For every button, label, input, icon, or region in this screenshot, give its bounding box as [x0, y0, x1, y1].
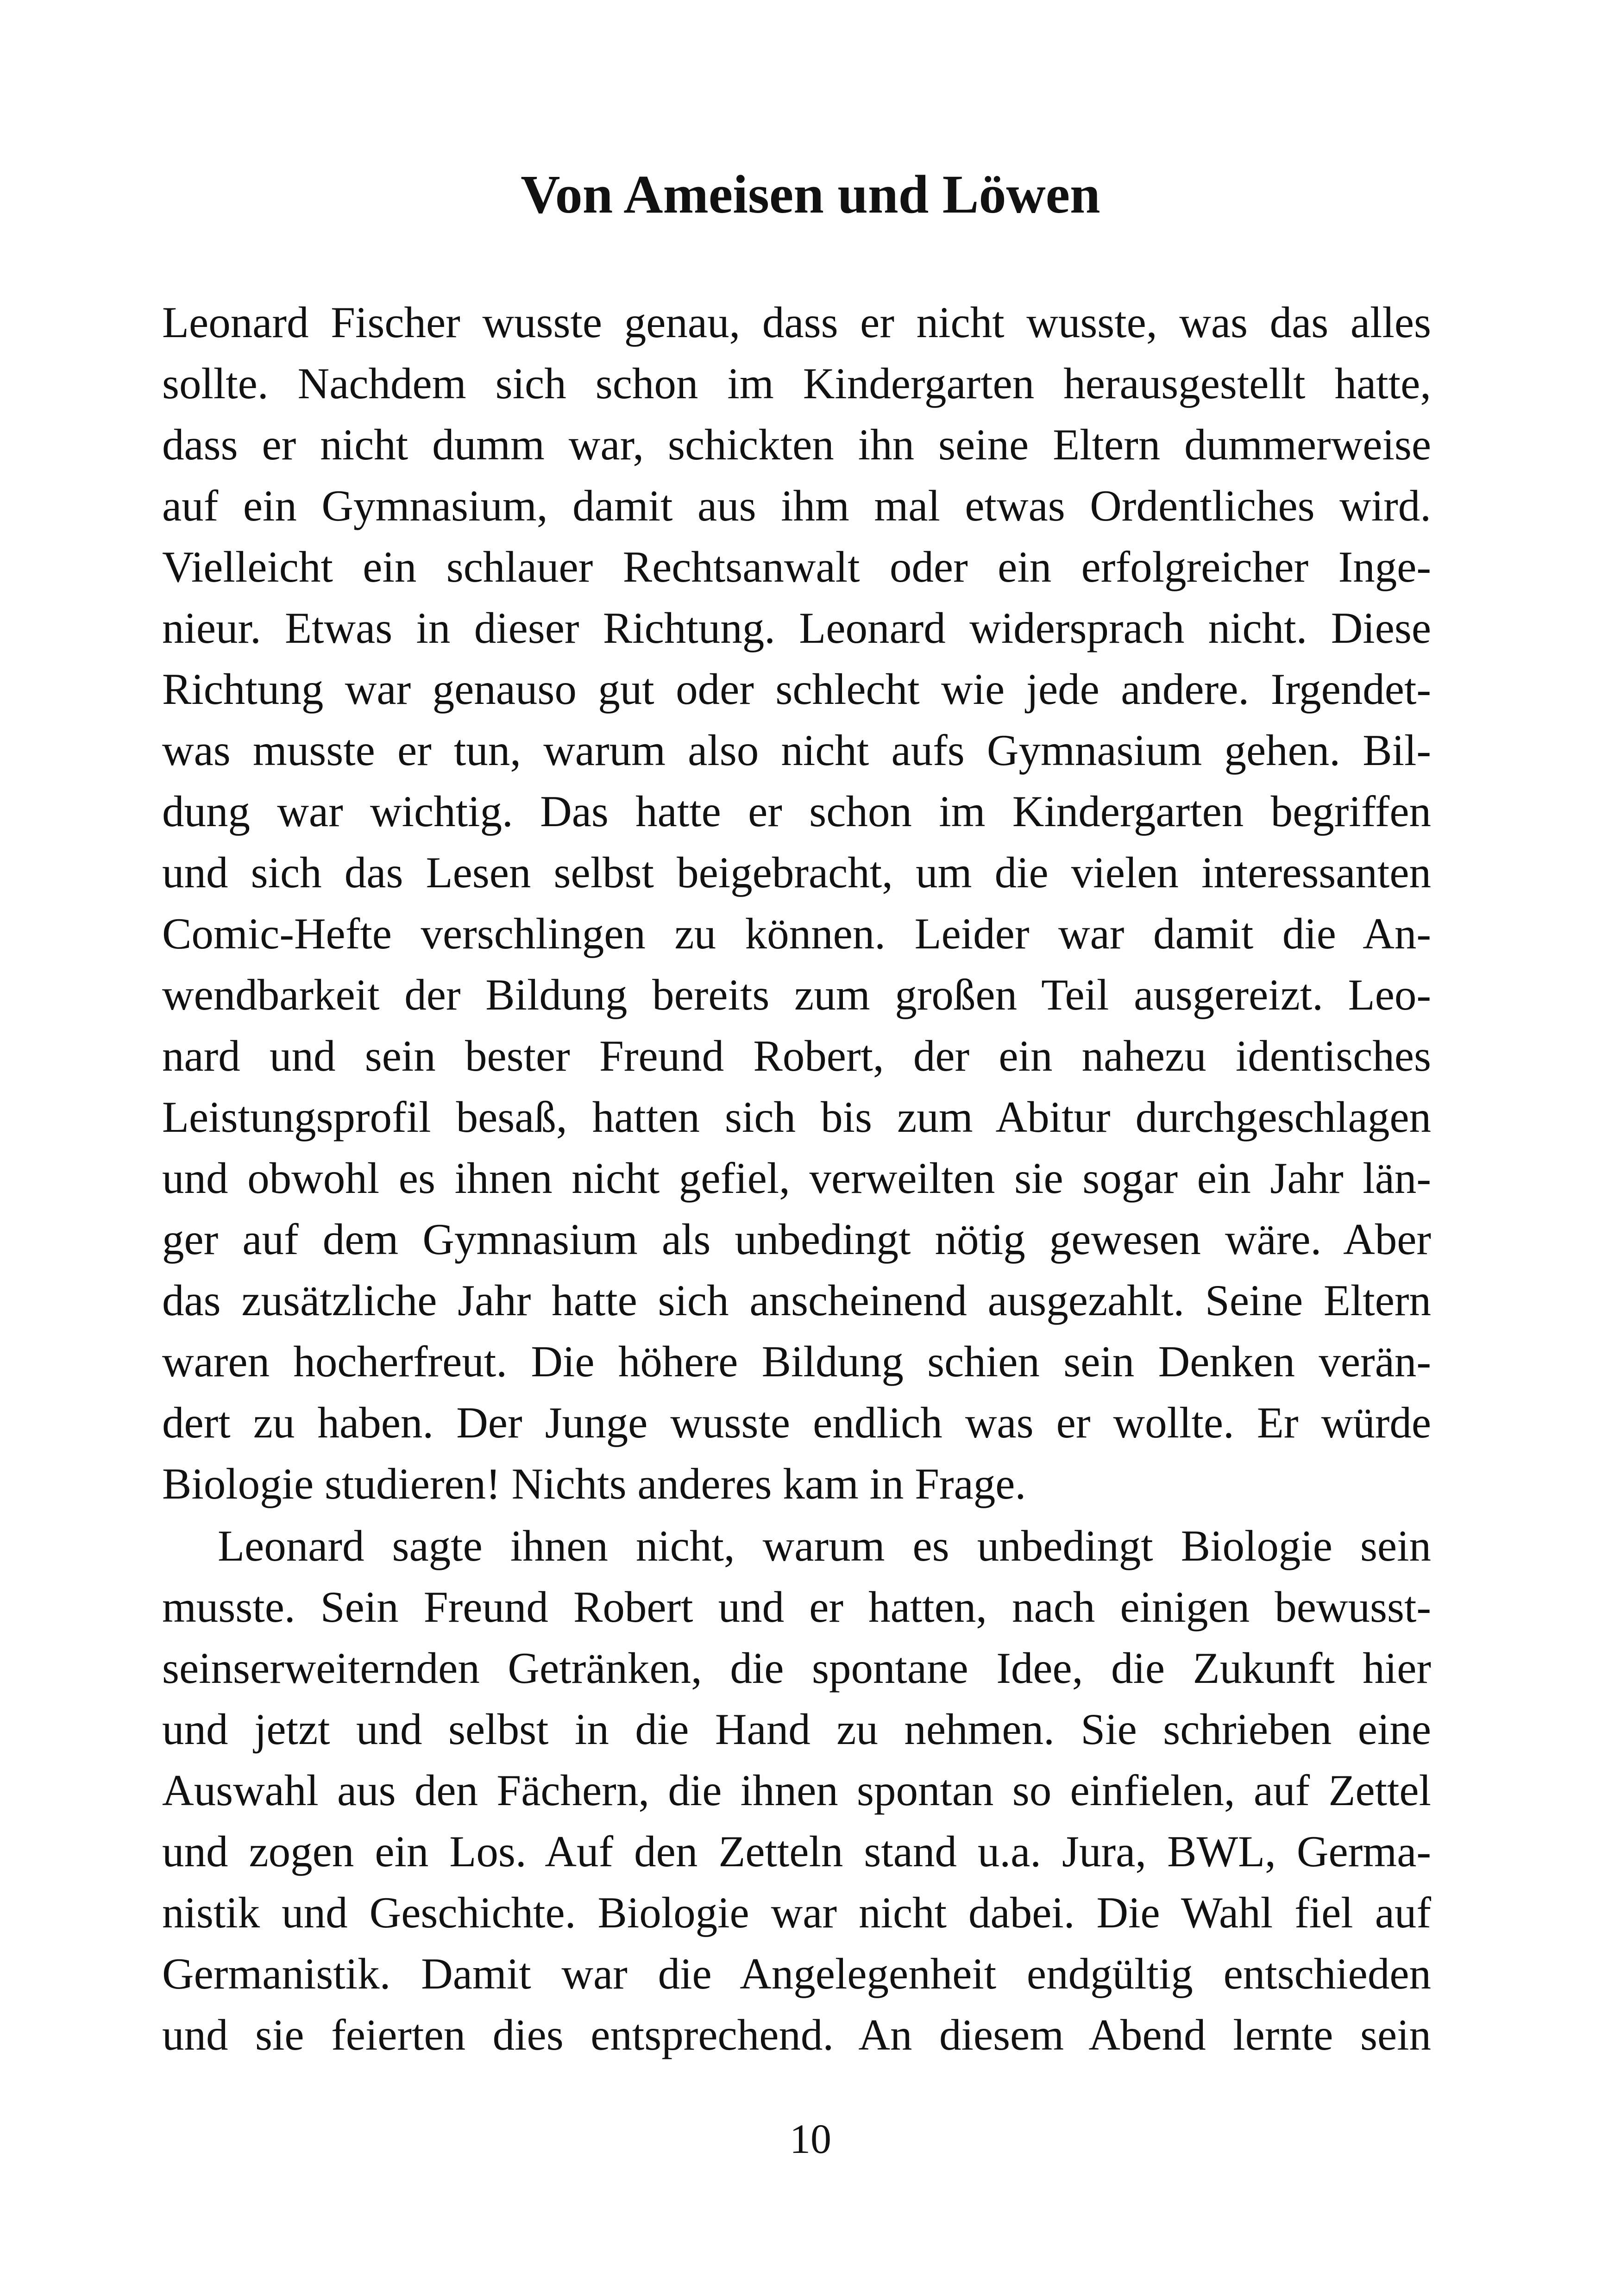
text-line: sollte. Nachdem sich schon im Kindergarten herausgestellt hatte,	[162, 359, 1431, 408]
text-line: musste. Sein Freund Robert und er hatten, nach einigen bewusst-	[162, 1582, 1431, 1631]
text-line: Auswahl aus den Fächern, die ihnen spontan so einfielen, auf Zettel	[162, 1766, 1431, 1815]
text-line: und obwohl es ihnen nicht gefiel, verweilten sie sogar ein Jahr län-	[162, 1154, 1431, 1203]
text-line: Germanistik. Damit war die Angelegenheit endgültig entschieden	[162, 1949, 1431, 1998]
text-line: ger auf dem Gymnasium als unbedingt nötig gewesen wäre. Aber	[162, 1215, 1431, 1264]
text-line: Leonard sagte ihnen nicht, warum es unbedingt Biologie sein	[218, 1521, 1431, 1570]
text-line: Leonard Fischer wusste genau, dass er nicht wusste, was das alles	[162, 298, 1431, 347]
text-line: seinserweiternden Getränken, die spontane Idee, die Zukunft hier	[162, 1644, 1431, 1693]
text-line: und sie feierten dies entsprechend. An diesem Abend lernte sein	[162, 2010, 1431, 2059]
text-line: dass er nicht dumm war, schickten ihn seine Eltern dummerweise	[162, 420, 1431, 469]
text-line: Leistungsprofil besaß, hatten sich bis zum Abitur durchgeschlagen	[162, 1092, 1431, 1142]
text-line: nieur. Etwas in dieser Richtung. Leonard widersprach nicht. Diese	[162, 603, 1431, 652]
text-line: das zusätzliche Jahr hatte sich anscheinend ausgezahlt. Seine Eltern	[162, 1276, 1431, 1325]
paragraph-1	[162, 292, 1431, 1514]
text-line: was musste er tun, warum also nicht aufs Gymnasium gehen. Bil-	[162, 726, 1431, 775]
text-line: und sich das Lesen selbst beigebracht, um die vielen interessanten	[162, 848, 1431, 897]
text-line: nard und sein bester Freund Robert, der ein nahezu identisches	[162, 1031, 1431, 1080]
chapter-title: Von Ameisen und Löwen	[521, 164, 1100, 225]
text-line: dung war wichtig. Das hatte er schon im Kindergarten begriffen	[162, 787, 1431, 836]
text-line: Richtung war genauso gut oder schlecht wie jede andere. Irgendet-	[162, 665, 1431, 714]
text-line: dert zu haben. Der Junge wusste endlich was er wollte. Er würde	[162, 1398, 1431, 1447]
text-line: auf ein Gymnasium, damit aus ihm mal etwas Ordentliches wird.	[162, 481, 1431, 530]
text-line: Vielleicht ein schlauer Rechtsanwalt oder ein erfolgreicher Inge-	[162, 542, 1431, 591]
paragraph-2	[162, 1515, 1431, 2065]
text-line: Comic-Hefte verschlingen zu können. Leider war damit die An-	[162, 909, 1431, 958]
page-number: 10	[790, 2116, 831, 2162]
text-line: wendbarkeit der Bildung bereits zum großen Teil ausgereizt. Leo-	[162, 970, 1431, 1019]
text-line: und jetzt und selbst in die Hand zu nehmen. Sie schrieben eine	[162, 1705, 1431, 1754]
text-line: Biologie studieren! Nichts anderes kam in Frage.	[162, 1459, 1026, 1508]
text-line: und zogen ein Los. Auf den Zetteln stand u.a. Jura, BWL, Germa-	[162, 1827, 1431, 1876]
body-text	[162, 292, 1431, 2066]
text-line: nistik und Geschichte. Biologie war nicht dabei. Die Wahl fiel auf	[162, 1888, 1431, 1937]
text-line: waren hocherfreut. Die höhere Bildung schien sein Denken verän-	[162, 1337, 1431, 1386]
